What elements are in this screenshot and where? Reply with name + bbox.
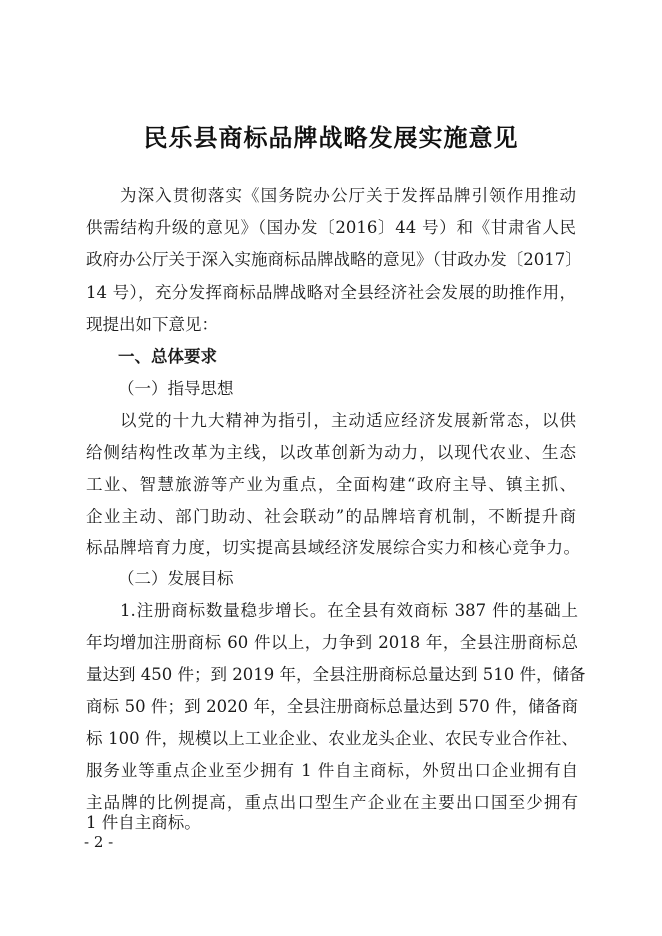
- body-text: 主品牌的比例提高，重点出口型生产企业在主要出口国至少拥有: [86, 793, 578, 812]
- body-text: 商标 50 件；到 2020 年，全县注册商标总量达到 570 件，储备商: [86, 697, 578, 716]
- body-text: 现提出如下意见：: [86, 315, 218, 334]
- body-text: 1 件自主商标。: [86, 813, 201, 832]
- body-text: 14 号），充分发挥商标品牌战略对全县经济社会发展的助推作用，: [86, 283, 576, 302]
- body-text: 工业、智慧旅游等产业为重点，全面构建“政府主导、镇主抓、: [86, 475, 576, 494]
- page-number: - 2 -: [84, 833, 114, 851]
- body-text: 标品牌培育力度，切实提高县域经济发展综合实力和核心竞争力。: [86, 538, 580, 557]
- body-text: 企业主动、部门助动、社会联动”的品牌培育机制，不断提升商: [86, 507, 576, 526]
- body-text: 量达到 450 件；到 2019 年，全县注册商标总量达到 510 件，储备: [86, 665, 586, 684]
- document-title: 民乐县商标品牌战略发展实施意见: [143, 123, 519, 152]
- body-text: 供需结构升级的意见》（国办发〔2016〕44 号）和《甘肃省人民: [86, 218, 576, 237]
- body-text: 为深入贯彻落实《国务院办公厅关于发挥品牌引领作用推动: [120, 186, 576, 205]
- body-text: 政府办公厅关于深入实施商标品牌战略的意见》（甘政办发〔2017〕: [86, 250, 582, 269]
- body-text: 服务业等重点企业至少拥有 1 件自主商标，外贸出口企业拥有自: [86, 761, 578, 780]
- body-text: 给侧结构性改革为主线，以改革创新为动力，以现代农业、生态: [86, 443, 576, 462]
- body-text: 1.注册商标数量稳步增长。在全县有效商标 387 件的基础上: [120, 601, 578, 620]
- subsection-heading-text: （一）指导思想: [118, 379, 234, 398]
- body-text: 以党的十九大精神为指引，主动适应经济发展新常态，以供: [120, 411, 576, 430]
- section-heading-text: 一、总体要求: [118, 347, 217, 366]
- body-text: 标 100 件，规模以上工业企业、农业龙头企业、农民专业合作社、: [86, 729, 578, 748]
- body-text: 年均增加注册商标 60 件以上，力争到 2018 年，全县注册商标总: [86, 633, 578, 652]
- subsection-heading-text: （二）发展目标: [118, 569, 234, 588]
